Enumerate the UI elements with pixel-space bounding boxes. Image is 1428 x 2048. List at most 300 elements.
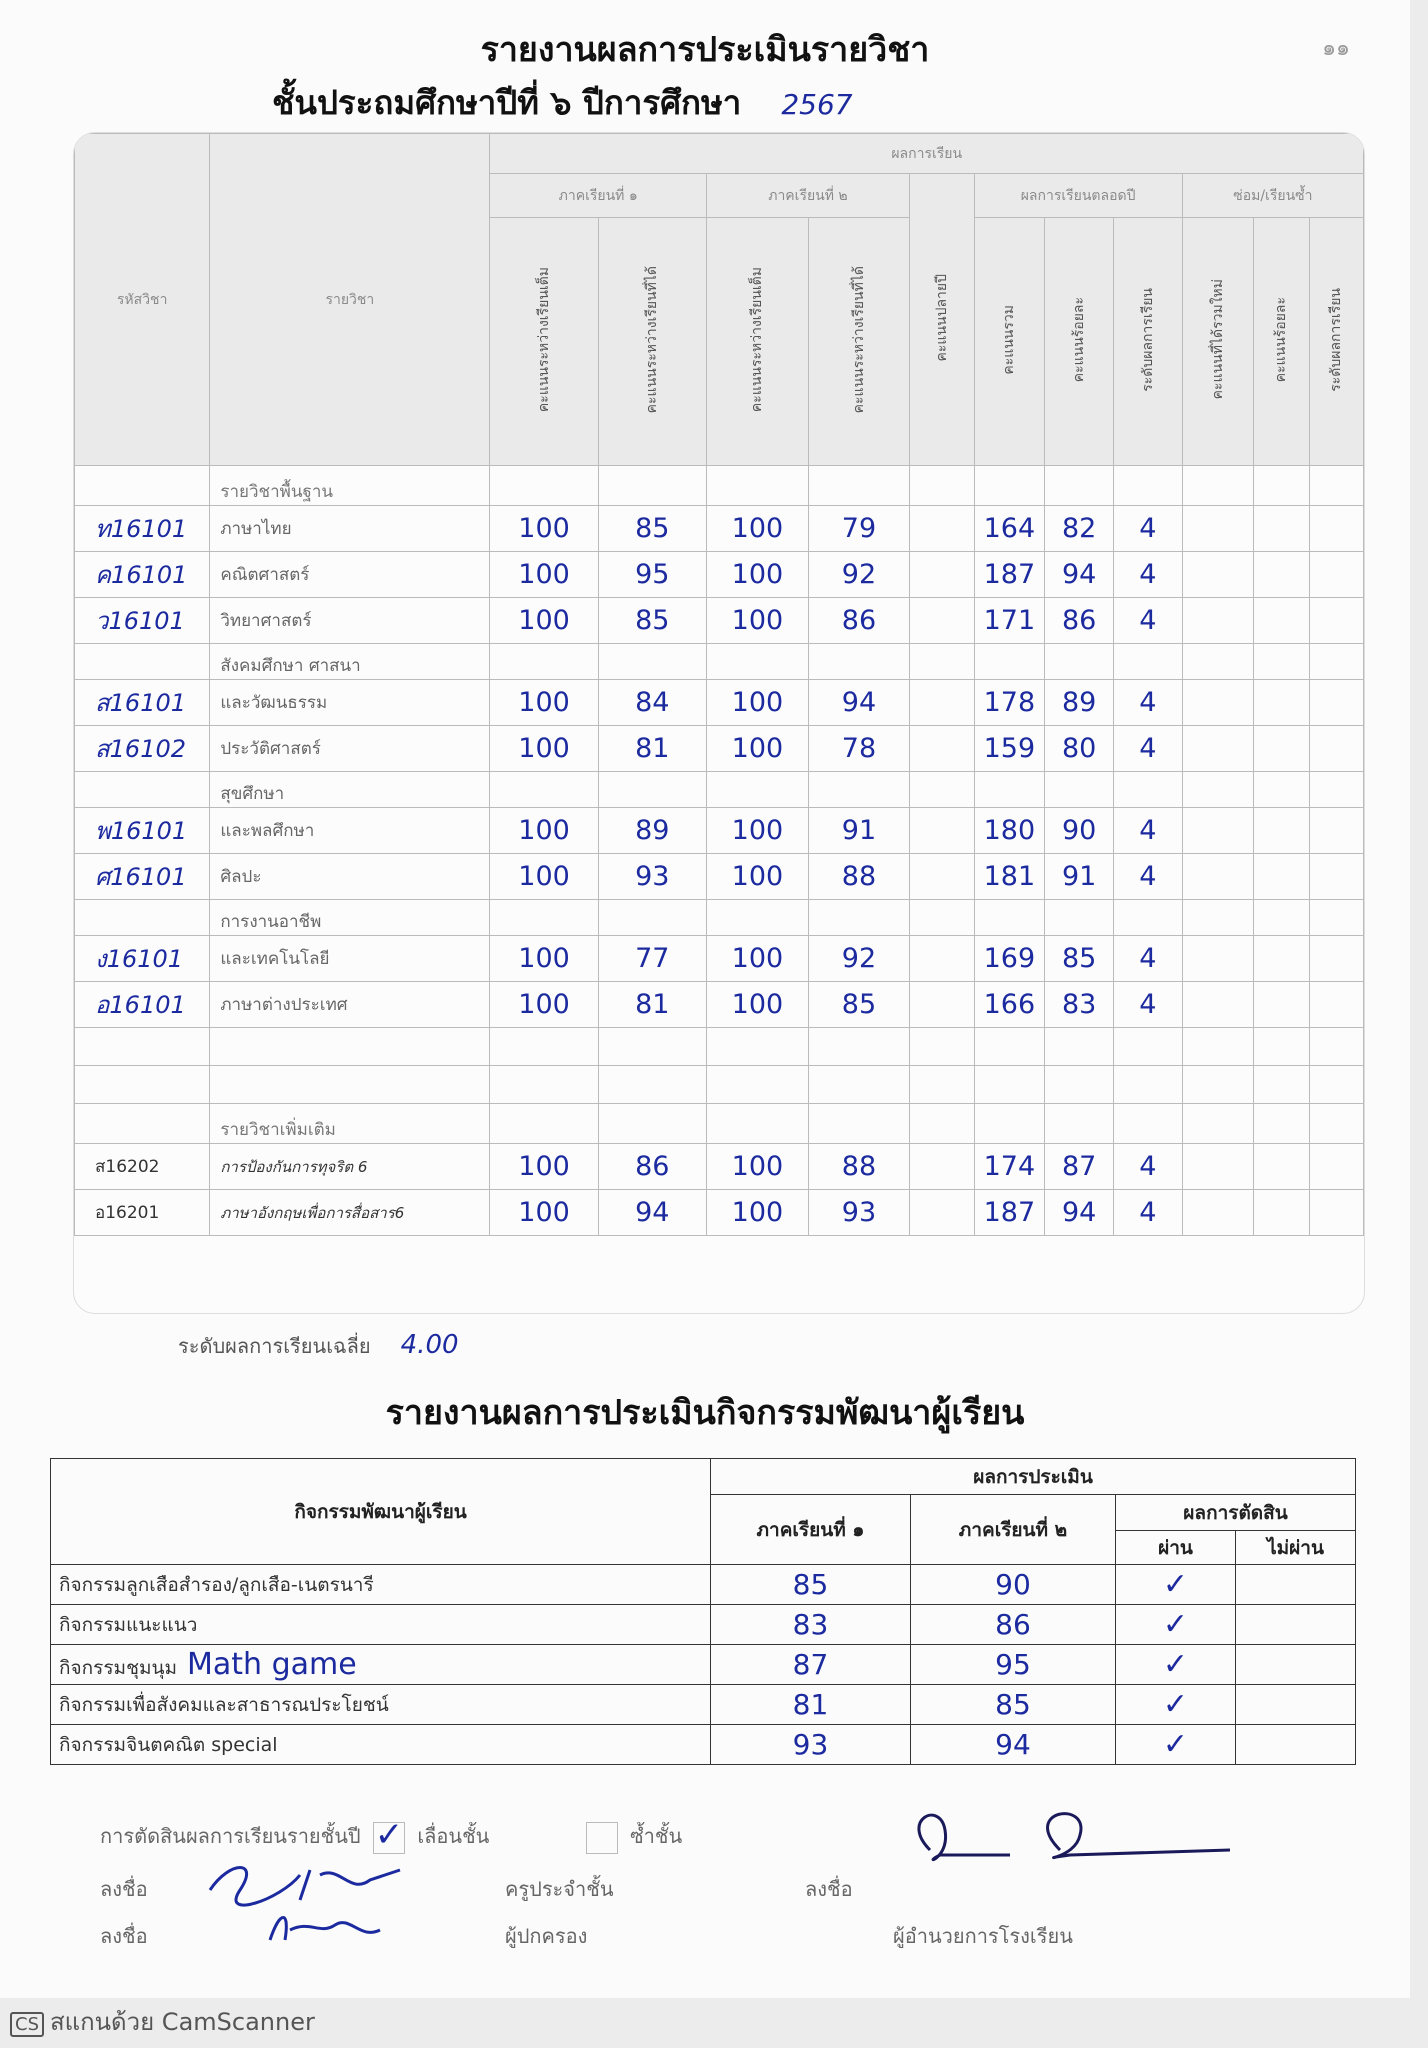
repair-cell (1182, 506, 1253, 552)
subject-code: อ16201 (75, 1190, 210, 1236)
repair-cell (1309, 982, 1363, 1028)
empty-cell (75, 900, 210, 936)
score-grade: 4 (1114, 552, 1183, 598)
empty-cell (808, 1066, 909, 1104)
repeat-label: ซ้ำชั้น (630, 1824, 683, 1848)
empty-cell (706, 644, 808, 680)
score-grade: 4 (1114, 1190, 1183, 1236)
subject-row (75, 982, 1364, 1028)
score-t2: 91 (808, 808, 909, 854)
director-label: ผู้อำนวยการโรงเรียน (893, 1924, 1073, 1948)
repair-cell (1253, 936, 1309, 982)
empty-cell (598, 1066, 706, 1104)
activity-score-t1: 87 (711, 1645, 911, 1685)
empty-cell (808, 644, 909, 680)
header-c11: ระดับผลการเรียน (1309, 218, 1363, 466)
activity-row (51, 1685, 1356, 1725)
score-grade: 4 (1114, 808, 1183, 854)
empty-cell (974, 1028, 1045, 1066)
score-t2f: 100 (706, 726, 808, 772)
score-final (909, 726, 974, 772)
header-c8: ระดับผลการเรียน (1114, 218, 1183, 466)
activity-score-t2: 85 (911, 1685, 1116, 1725)
score-t1: 85 (598, 506, 706, 552)
empty-cell (808, 1028, 909, 1066)
repair-cell (1182, 680, 1253, 726)
repair-cell (1182, 726, 1253, 772)
score-t2f: 100 (706, 1144, 808, 1190)
empty-cell (490, 1104, 598, 1144)
activity-row (51, 1565, 1356, 1605)
score-t1f: 100 (490, 552, 598, 598)
empty-cell (1114, 772, 1183, 808)
score-t1: 94 (598, 1190, 706, 1236)
repair-cell (1253, 506, 1309, 552)
score-grade: 4 (1114, 982, 1183, 1028)
score-t1f: 100 (490, 1144, 598, 1190)
score-final (909, 936, 974, 982)
score-t1f: 100 (490, 598, 598, 644)
score-final (909, 808, 974, 854)
empty-cell (598, 644, 706, 680)
subject-code: ส16102 (75, 726, 210, 772)
parent-label: ผู้ปกครอง (505, 1924, 588, 1948)
repair-cell (1309, 1144, 1363, 1190)
promote-label: เลื่อนชั้น (417, 1824, 490, 1848)
subject-row (75, 1144, 1364, 1190)
grades-table (74, 133, 1364, 1236)
empty-cell (1114, 644, 1183, 680)
score-t1f: 100 (490, 808, 598, 854)
empty-cell (1309, 1104, 1363, 1144)
empty-cell (210, 1028, 490, 1066)
score-t1f: 100 (490, 680, 598, 726)
score-total: 171 (974, 598, 1045, 644)
repair-cell (1309, 808, 1363, 854)
subject-name-line1: สังคมศึกษา ศาสนา (210, 644, 490, 680)
empty-cell (1253, 644, 1309, 680)
score-pct: 89 (1045, 680, 1114, 726)
repair-cell (1182, 936, 1253, 982)
empty-cell (974, 1066, 1045, 1104)
subject-name: และพลศึกษา (210, 808, 490, 854)
score-total: 178 (974, 680, 1045, 726)
empty-cell (1182, 772, 1253, 808)
activity-fail-cell (1236, 1645, 1356, 1685)
empty-cell (706, 772, 808, 808)
repair-cell (1309, 854, 1363, 900)
empty-cell (909, 1104, 974, 1144)
empty-cell (1253, 1028, 1309, 1066)
score-final (909, 506, 974, 552)
score-pct: 94 (1045, 552, 1114, 598)
activity-score-t2: 95 (911, 1645, 1116, 1685)
sign-label-parent: ลงชื่อ (100, 1924, 148, 1948)
score-t1: 89 (598, 808, 706, 854)
score-t2f: 100 (706, 854, 808, 900)
score-t1: 86 (598, 1144, 706, 1190)
camscanner-logo-icon: CS (10, 2012, 44, 2037)
empty-cell (909, 900, 974, 936)
repeat-checkbox[interactable] (586, 1822, 618, 1854)
subject-prefix-row (75, 900, 1364, 936)
gpa-label: ระดับผลการเรียนเฉลี่ย (178, 1334, 371, 1358)
activity-name-text: กิจกรรมลูกเสือสำรอง/ลูกเสือ-เนตรนารี (59, 1573, 374, 1596)
subject-code: ศ16101 (75, 854, 210, 900)
empty-cell (75, 1104, 210, 1144)
subject-row (75, 726, 1364, 772)
subject-name: ศิลปะ (210, 854, 490, 900)
decision-label: การตัดสินผลการเรียนรายชั้นปี (100, 1824, 361, 1848)
empty-cell (1309, 1066, 1363, 1104)
empty-cell (598, 900, 706, 936)
repair-cell (1182, 1190, 1253, 1236)
empty-cell (1309, 644, 1363, 680)
empty-cell (1045, 772, 1114, 808)
score-t1f: 100 (490, 982, 598, 1028)
score-total: 169 (974, 936, 1045, 982)
score-t2: 94 (808, 680, 909, 726)
subject-name: ประวัติศาสตร์ (210, 726, 490, 772)
score-t1f: 100 (490, 1190, 598, 1236)
score-t1: 81 (598, 982, 706, 1028)
activity-fail-cell (1236, 1565, 1356, 1605)
empty-cell (490, 1066, 598, 1104)
repair-cell (1253, 680, 1309, 726)
activity-name (51, 1685, 711, 1725)
activity-fail-cell (1236, 1725, 1356, 1765)
activity-row (51, 1725, 1356, 1765)
subject-prefix-row (75, 644, 1364, 680)
score-t2: 93 (808, 1190, 909, 1236)
empty-cell (490, 1028, 598, 1066)
activity-fail-cell (1236, 1605, 1356, 1645)
empty-cell (75, 644, 210, 680)
header-code: รหัสวิชา (75, 134, 210, 466)
score-grade: 4 (1114, 680, 1183, 726)
empty-cell (598, 772, 706, 808)
subject-name: ภาษาไทย (210, 506, 490, 552)
activity-score-t1: 83 (711, 1605, 911, 1645)
score-total: 187 (974, 552, 1045, 598)
activity-name-text: กิจกรรมแนะแนว (59, 1613, 198, 1636)
sign-label-director: ลงชื่อ (805, 1877, 853, 1901)
section-basic-label: รายวิชาพื้นฐาน (210, 466, 490, 506)
activity-pass-check: ✓ (1116, 1725, 1236, 1765)
activity-pass-check: ✓ (1116, 1565, 1236, 1605)
parent-signature (260, 1900, 400, 1950)
repair-cell (1309, 726, 1363, 772)
activity-header-t2: ภาคเรียนที่ ๒ (911, 1495, 1116, 1565)
blank-row (75, 1028, 1364, 1066)
score-t1f: 100 (490, 854, 598, 900)
header-c6: คะแนนรวม (974, 218, 1045, 466)
repair-cell (1309, 598, 1363, 644)
score-total: 159 (974, 726, 1045, 772)
score-t1f: 100 (490, 506, 598, 552)
academic-year: 2567 (781, 88, 853, 121)
grades-table-panel (73, 132, 1365, 1314)
score-t1: 84 (598, 680, 706, 726)
repair-cell (1253, 1190, 1309, 1236)
empty-cell (1309, 900, 1363, 936)
score-t2: 79 (808, 506, 909, 552)
empty-cell (974, 772, 1045, 808)
activity-pass-check: ✓ (1116, 1645, 1236, 1685)
repair-cell (1309, 680, 1363, 726)
empty-cell (808, 1104, 909, 1144)
activity-header-decision: ผลการตัดสิน (1116, 1495, 1356, 1531)
camscanner-watermark (10, 2002, 315, 2041)
empty-cell (1045, 1104, 1114, 1144)
score-t1: 93 (598, 854, 706, 900)
score-t1f: 100 (490, 726, 598, 772)
subject-row (75, 552, 1364, 598)
score-final (909, 1190, 974, 1236)
repair-cell (1253, 552, 1309, 598)
score-grade: 4 (1114, 1144, 1183, 1190)
repair-cell (1309, 506, 1363, 552)
empty-cell (1045, 1066, 1114, 1104)
score-pct: 86 (1045, 598, 1114, 644)
empty-cell (490, 900, 598, 936)
empty-cell (490, 644, 598, 680)
empty-cell (974, 1104, 1045, 1144)
repair-cell (1309, 552, 1363, 598)
score-final (909, 854, 974, 900)
score-pct: 80 (1045, 726, 1114, 772)
repair-cell (1309, 1190, 1363, 1236)
score-pct: 83 (1045, 982, 1114, 1028)
empty-cell (1253, 1104, 1309, 1144)
empty-cell (706, 1028, 808, 1066)
repair-cell (1182, 1144, 1253, 1190)
section-row-extra (75, 1104, 1364, 1144)
repair-cell (1182, 854, 1253, 900)
score-grade: 4 (1114, 726, 1183, 772)
activity-name-text: กิจกรรมจินตคณิต special (59, 1733, 278, 1756)
score-total: 187 (974, 1190, 1045, 1236)
subject-row (75, 598, 1364, 644)
repair-cell (1253, 808, 1309, 854)
activity-table (50, 1458, 1356, 1765)
empty-cell (706, 1066, 808, 1104)
section-row-basic (75, 466, 1364, 506)
subject-name-line1: สุขศึกษา (210, 772, 490, 808)
activity-header-pass: ผ่าน (1116, 1531, 1236, 1565)
empty-cell (706, 1104, 808, 1144)
empty-cell (1114, 1104, 1183, 1144)
subject-row (75, 808, 1364, 854)
repair-cell (1182, 982, 1253, 1028)
empty-cell (909, 1066, 974, 1104)
empty-cell (1309, 772, 1363, 808)
empty-cell (909, 1028, 974, 1066)
empty-cell (598, 1028, 706, 1066)
empty-cell (1045, 900, 1114, 936)
empty-cell (974, 644, 1045, 680)
header-c1: คะแนนระหว่างเรียนเต็ม (490, 218, 598, 466)
score-t2f: 100 (706, 1190, 808, 1236)
activity-header-t1: ภาคเรียนที่ ๑ (711, 1495, 911, 1565)
empty-cell (1045, 1028, 1114, 1066)
activity-name-text: กิจกรรมเพื่อสังคมและสาธารณประโยชน์ (59, 1693, 389, 1716)
activity-score-t1: 85 (711, 1565, 911, 1605)
section-extra-label: รายวิชาเพิ่มเติม (210, 1104, 490, 1144)
empty-cell (75, 1028, 210, 1066)
subject-row (75, 854, 1364, 900)
subject-code: ค16101 (75, 552, 210, 598)
score-final (909, 680, 974, 726)
header-term2: ภาคเรียนที่ ๒ (706, 174, 909, 218)
camscanner-text: สแกนด้วย CamScanner (50, 2008, 315, 2036)
header-result: ผลการเรียน (490, 134, 1364, 174)
empty-cell (706, 900, 808, 936)
sign-label-teacher: ลงชื่อ (100, 1877, 148, 1901)
subject-code: ส16202 (75, 1144, 210, 1190)
empty-cell (1253, 772, 1309, 808)
activity-name (51, 1605, 711, 1645)
score-t1: 85 (598, 598, 706, 644)
report-title: รายงานผลการประเมินรายวิชา (480, 30, 930, 70)
subject-code: ง16101 (75, 936, 210, 982)
subject-name: ภาษาอังกฤษเพื่อการสื่อสาร6 (210, 1190, 490, 1236)
score-t2: 78 (808, 726, 909, 772)
activity-name (51, 1725, 711, 1765)
teacher-label: ครูประจำชั้น (505, 1877, 614, 1901)
score-total: 164 (974, 506, 1045, 552)
activity-score-t1: 93 (711, 1725, 911, 1765)
score-final (909, 552, 974, 598)
score-pct: 82 (1045, 506, 1114, 552)
repair-cell (1182, 552, 1253, 598)
score-t2f: 100 (706, 808, 808, 854)
director-signature (900, 1800, 1260, 1890)
score-total: 174 (974, 1144, 1045, 1190)
subject-row (75, 680, 1364, 726)
score-pct: 94 (1045, 1190, 1114, 1236)
score-grade: 4 (1114, 936, 1183, 982)
score-total: 166 (974, 982, 1045, 1028)
score-t2: 88 (808, 854, 909, 900)
promote-checkbox[interactable]: ✓ (374, 1814, 404, 1855)
decision-line (100, 1814, 683, 1855)
header-c10: คะแนนร้อยละ (1253, 218, 1309, 466)
header-c4: คะแนนระหว่างเรียนที่ได้ (808, 218, 909, 466)
score-t2f: 100 (706, 936, 808, 982)
activity-header-eval: ผลการประเมิน (711, 1459, 1356, 1495)
score-t1f: 100 (490, 936, 598, 982)
subject-code: อ16101 (75, 982, 210, 1028)
activity-fail-cell (1236, 1685, 1356, 1725)
empty-cell (1114, 1066, 1183, 1104)
blank-row (75, 1066, 1364, 1104)
score-t1: 95 (598, 552, 706, 598)
empty-cell (1182, 1066, 1253, 1104)
empty-cell (1253, 1066, 1309, 1104)
activity-row (51, 1645, 1356, 1685)
score-final (909, 982, 974, 1028)
activity-header-name: กิจกรรมพัฒนาผู้เรียน (51, 1459, 711, 1565)
score-pct: 87 (1045, 1144, 1114, 1190)
empty-cell (75, 1066, 210, 1104)
activity-header-fail: ไม่ผ่าน (1236, 1531, 1356, 1565)
empty-cell (1309, 1028, 1363, 1066)
header-final: คะแนนปลายปี (909, 174, 974, 466)
score-t2: 86 (808, 598, 909, 644)
subject-code: ท16101 (75, 506, 210, 552)
activity-score-t1: 81 (711, 1685, 911, 1725)
empty-cell (1182, 900, 1253, 936)
score-t1: 77 (598, 936, 706, 982)
score-t2f: 100 (706, 598, 808, 644)
score-grade: 4 (1114, 854, 1183, 900)
activity-name-text: กิจกรรมชุมนุม (59, 1656, 178, 1679)
empty-cell (1045, 644, 1114, 680)
activity-title: รายงานผลการประเมินกิจกรรมพัฒนาผู้เรียน (385, 1393, 1025, 1433)
header-c9: คะแนนที่ได้รวมใหม่ (1182, 218, 1253, 466)
repair-cell (1253, 1144, 1309, 1190)
score-t2f: 100 (706, 506, 808, 552)
gpa-line (178, 1330, 459, 1362)
activity-pass-check: ✓ (1116, 1685, 1236, 1725)
header-yearly: ผลการเรียนตลอดปี (974, 174, 1182, 218)
subject-code: ว16101 (75, 598, 210, 644)
empty-cell (1114, 900, 1183, 936)
score-t2: 88 (808, 1144, 909, 1190)
score-pct: 85 (1045, 936, 1114, 982)
score-final (909, 598, 974, 644)
repair-cell (1253, 854, 1309, 900)
header-term1: ภาคเรียนที่ ๑ (490, 174, 707, 218)
subject-name: วิทยาศาสตร์ (210, 598, 490, 644)
empty-cell (210, 1066, 490, 1104)
empty-cell (75, 772, 210, 808)
repair-cell (1253, 598, 1309, 644)
empty-cell (1182, 1104, 1253, 1144)
score-t2f: 100 (706, 982, 808, 1028)
repair-cell (1309, 936, 1363, 982)
subject-row (75, 1190, 1364, 1236)
subject-name: ภาษาต่างประเทศ (210, 982, 490, 1028)
subject-name: และวัฒนธรรม (210, 680, 490, 726)
header-repair: ซ่อม/เรียนซ้ำ (1182, 174, 1363, 218)
score-t2: 92 (808, 552, 909, 598)
empty-cell (974, 900, 1045, 936)
subject-name-line1: การงานอาชีพ (210, 900, 490, 936)
subject-code: พ16101 (75, 808, 210, 854)
header-c2: คะแนนระหว่างเรียนที่ได้ (598, 218, 706, 466)
empty-cell (909, 772, 974, 808)
empty-cell (490, 772, 598, 808)
page-number: ๑๑ (1322, 36, 1350, 61)
empty-cell (598, 1104, 706, 1144)
repair-cell (1253, 726, 1309, 772)
subject-prefix-row (75, 772, 1364, 808)
subject-row (75, 936, 1364, 982)
header-c7: คะแนนร้อยละ (1045, 218, 1114, 466)
activity-name (51, 1565, 711, 1605)
empty-cell (808, 772, 909, 808)
empty-cell (909, 644, 974, 680)
activity-score-t2: 94 (911, 1725, 1116, 1765)
repair-cell (1182, 598, 1253, 644)
score-pct: 90 (1045, 808, 1114, 854)
header-subject: รายวิชา (210, 134, 490, 466)
subject-name: การป้องกันการทุจริต 6 (210, 1144, 490, 1190)
empty-cell (1182, 644, 1253, 680)
score-t2: 85 (808, 982, 909, 1028)
